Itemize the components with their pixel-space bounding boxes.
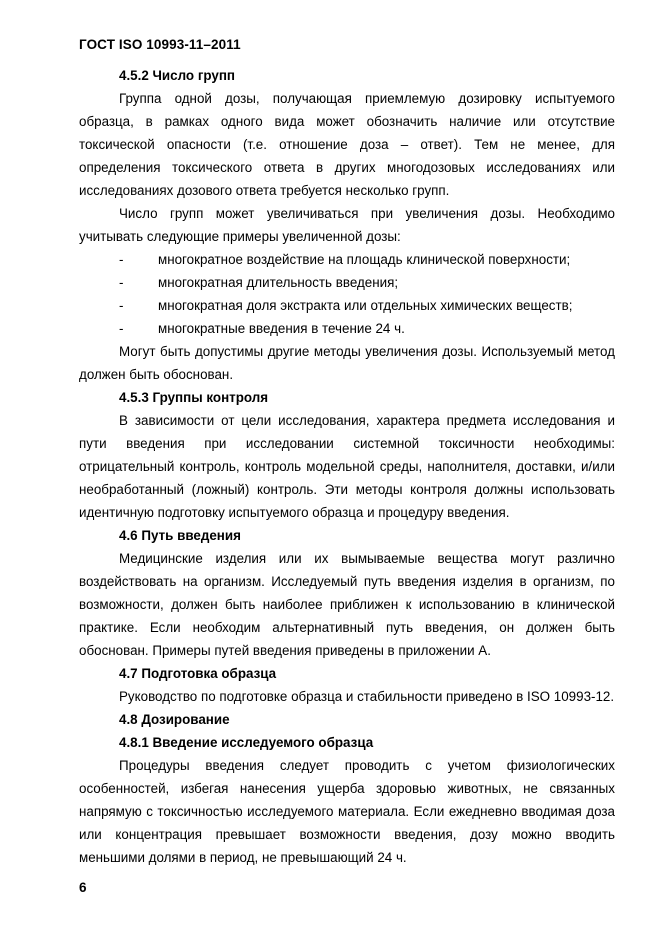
list-bullet: - (119, 252, 124, 267)
list-bullet: - (119, 275, 124, 290)
paragraph: Группа одной дозы, получающая приемлемую дозировку испытуемого образца, в рамках одного вида может обозначить наличие или отсутствие токсической опасности (т.е. отношение доза – ответ). Тем не менее, для определения токсического ответа в других многодозовых исследованиях или исследованиях дозового ответа требуется несколько групп. (79, 91, 615, 198)
paragraph: Могут быть допустимы другие методы увеличения дозы. Используемый метод должен быть обоснован. (79, 344, 615, 382)
paragraph: Медицинские изделия или их вымываемые вещества могут различно воздействовать на организм. Исследуемый путь введения изделия в организм, по возможности, должен быть наиболее приближен к использованию в клинической практике. Если необходим альтернативный путь введения, он должен быть обоснован. Примеры путей введения приведены в приложении А. (79, 551, 615, 658)
list-bullet: - (119, 298, 124, 313)
paragraph: В зависимости от цели исследования, характера предмета исследования и пути введения при исследовании системной токсичности необходимы: отрицательный контроль, контроль модельной среды, наполнителя, доставки, и/или необработанный (ложный) контроль. Эти методы контроля должны использовать идентичную подготовку испытуемого образца и процедуру введения. (79, 413, 615, 520)
paragraph: Число групп может увеличиваться при увеличения дозы. Необходимо учитывать следующие примеры увеличенной дозы: (79, 206, 615, 244)
section-heading-4-8-1: 4.8.1 Введение исследуемого образца (119, 735, 374, 750)
section-heading-4-8: 4.8 Дозирование (119, 712, 230, 727)
list-item (79, 248, 615, 271)
dose-examples-list (79, 248, 615, 340)
paragraph: Процедуры введения следует проводить с учетом физиологических особенностей, избегая нанесения ущерба здоровью животных, не связанных напрямую с токсичностью исследуемого материала. Если ежедневно вводимая доза или концентрация превышает возможности введения, дозу можно вводить меньшими долями в период, не превышающий 24 ч. (79, 758, 615, 865)
page-number: 6 (79, 880, 87, 895)
section-heading-4-5-3: 4.5.3 Группы контроля (119, 390, 269, 405)
list-item-text: многократные введения в течение 24 ч. (158, 321, 405, 336)
list-bullet: - (119, 321, 124, 336)
section-heading-4-7: 4.7 Подготовка образца (119, 666, 277, 681)
section-heading-4-5-2: 4.5.2 Число групп (119, 68, 236, 83)
list-item-text: многократное воздействие на площадь клинической поверхности; (158, 252, 571, 267)
list-item (79, 294, 615, 317)
list-item (79, 271, 615, 294)
section-heading-4-6: 4.6 Путь введения (119, 528, 241, 543)
list-item-text: многократная доля экстракта или отдельных химических веществ; (158, 298, 573, 313)
paragraph: Руководство по подготовке образца и стабильности приведено в ISO 10993-12. (119, 689, 615, 704)
document-header: ГОСТ ISO 10993-11–2011 (79, 37, 241, 52)
list-item-text: многократная длительность введения; (158, 275, 399, 290)
list-item (79, 317, 615, 340)
document-body (79, 64, 615, 869)
